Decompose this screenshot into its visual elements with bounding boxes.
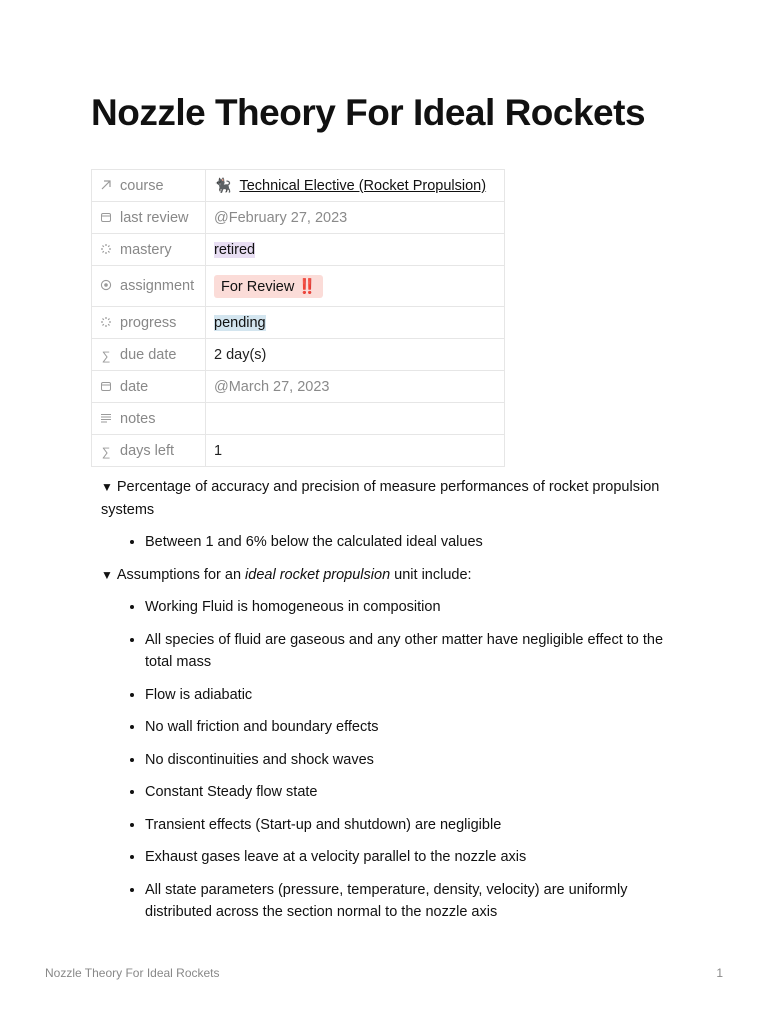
course-link[interactable]: Technical Elective (Rocket Propulsion) bbox=[239, 178, 487, 194]
list-item: • Exhaust gases leave at a velocity parallel to the nozzle axis bbox=[145, 846, 676, 869]
property-row-date bbox=[92, 371, 505, 403]
list-item: • No discontinuities and shock waves bbox=[145, 749, 676, 772]
days-left-value: 1 bbox=[206, 435, 505, 467]
list-item: • All state parameters (pressure, temperature, density, velocity) are uniformly distributed across the section normal to the nozzle axis bbox=[145, 879, 676, 924]
progress-status[interactable]: pending bbox=[214, 314, 266, 331]
property-key: mastery bbox=[120, 241, 172, 258]
property-key: date bbox=[120, 378, 149, 395]
property-key: progress bbox=[120, 314, 177, 331]
property-key: course bbox=[120, 177, 164, 194]
list-item: • Between 1 and 6% below the calculated ideal values bbox=[145, 531, 676, 554]
footer-title: Nozzle Theory For Ideal Rockets bbox=[45, 966, 220, 980]
calendar-icon bbox=[100, 211, 112, 223]
cat-icon: 🐈‍⬛ bbox=[214, 177, 232, 193]
list-item: • Constant Steady flow state bbox=[145, 781, 676, 804]
property-key: notes bbox=[120, 410, 156, 427]
toggle-block[interactable] bbox=[101, 564, 676, 587]
property-key: assignment bbox=[120, 278, 195, 294]
toggle-heading-suffix: unit include: bbox=[390, 566, 472, 583]
list-item: • All species of fluid are gaseous and any other matter have negligible effect to the total mass bbox=[145, 629, 676, 674]
property-row-days-left bbox=[92, 435, 505, 467]
sigma-icon: ∑ bbox=[101, 348, 111, 363]
page-body bbox=[101, 476, 676, 934]
due-date-value: 2 day(s) bbox=[206, 339, 505, 371]
bullet-list bbox=[101, 596, 676, 924]
list-item: • Working Fluid is homogeneous in composition bbox=[145, 596, 676, 619]
date-value[interactable]: @March 27, 2023 bbox=[206, 371, 505, 403]
triangle-down-icon[interactable]: ▼ bbox=[101, 567, 113, 582]
page-title: Nozzle Theory For Ideal Rockets bbox=[91, 92, 646, 133]
text-lines-icon bbox=[100, 412, 112, 424]
properties-table bbox=[91, 169, 505, 467]
property-row-progress bbox=[92, 307, 505, 339]
list-item: • Transient effects (Start-up and shutdown) are negligible bbox=[145, 814, 676, 837]
property-key: due date bbox=[120, 346, 177, 363]
list-item: • Flow is adiabatic bbox=[145, 684, 676, 707]
property-row-notes bbox=[92, 403, 505, 435]
target-icon bbox=[100, 279, 112, 291]
property-row-due-date bbox=[92, 339, 505, 371]
arrow-up-right-icon bbox=[100, 179, 112, 191]
property-row-last-review bbox=[92, 202, 505, 234]
notes-value[interactable] bbox=[206, 403, 505, 435]
sigma-icon: ∑ bbox=[101, 444, 111, 459]
assignment-tag[interactable]: For Review ‼️ bbox=[214, 275, 323, 298]
toggle-heading-prefix: Assumptions for an bbox=[116, 566, 246, 583]
property-key: days left bbox=[120, 442, 174, 459]
status-spinner-icon bbox=[100, 316, 112, 328]
property-row-mastery bbox=[92, 234, 505, 266]
page-number: 1 bbox=[716, 966, 723, 980]
toggle-block[interactable] bbox=[101, 476, 676, 521]
property-row-course bbox=[92, 170, 505, 202]
property-key: last review bbox=[120, 209, 189, 226]
status-spinner-icon bbox=[100, 243, 112, 255]
toggle-heading: Percentage of accuracy and precision of measure performances of rocket propulsion systems bbox=[101, 479, 660, 518]
calendar-icon bbox=[100, 380, 112, 392]
triangle-down-icon[interactable]: ▼ bbox=[101, 480, 113, 494]
toggle-heading-emphasis: ideal rocket propulsion bbox=[245, 566, 391, 583]
page-footer bbox=[45, 966, 723, 980]
bullet-list bbox=[101, 531, 676, 554]
list-item: • No wall friction and boundary effects bbox=[145, 716, 676, 739]
last-review-value[interactable]: @February 27, 2023 bbox=[206, 202, 505, 234]
mastery-status[interactable]: retired bbox=[214, 241, 256, 258]
property-row-assignment bbox=[92, 266, 505, 307]
